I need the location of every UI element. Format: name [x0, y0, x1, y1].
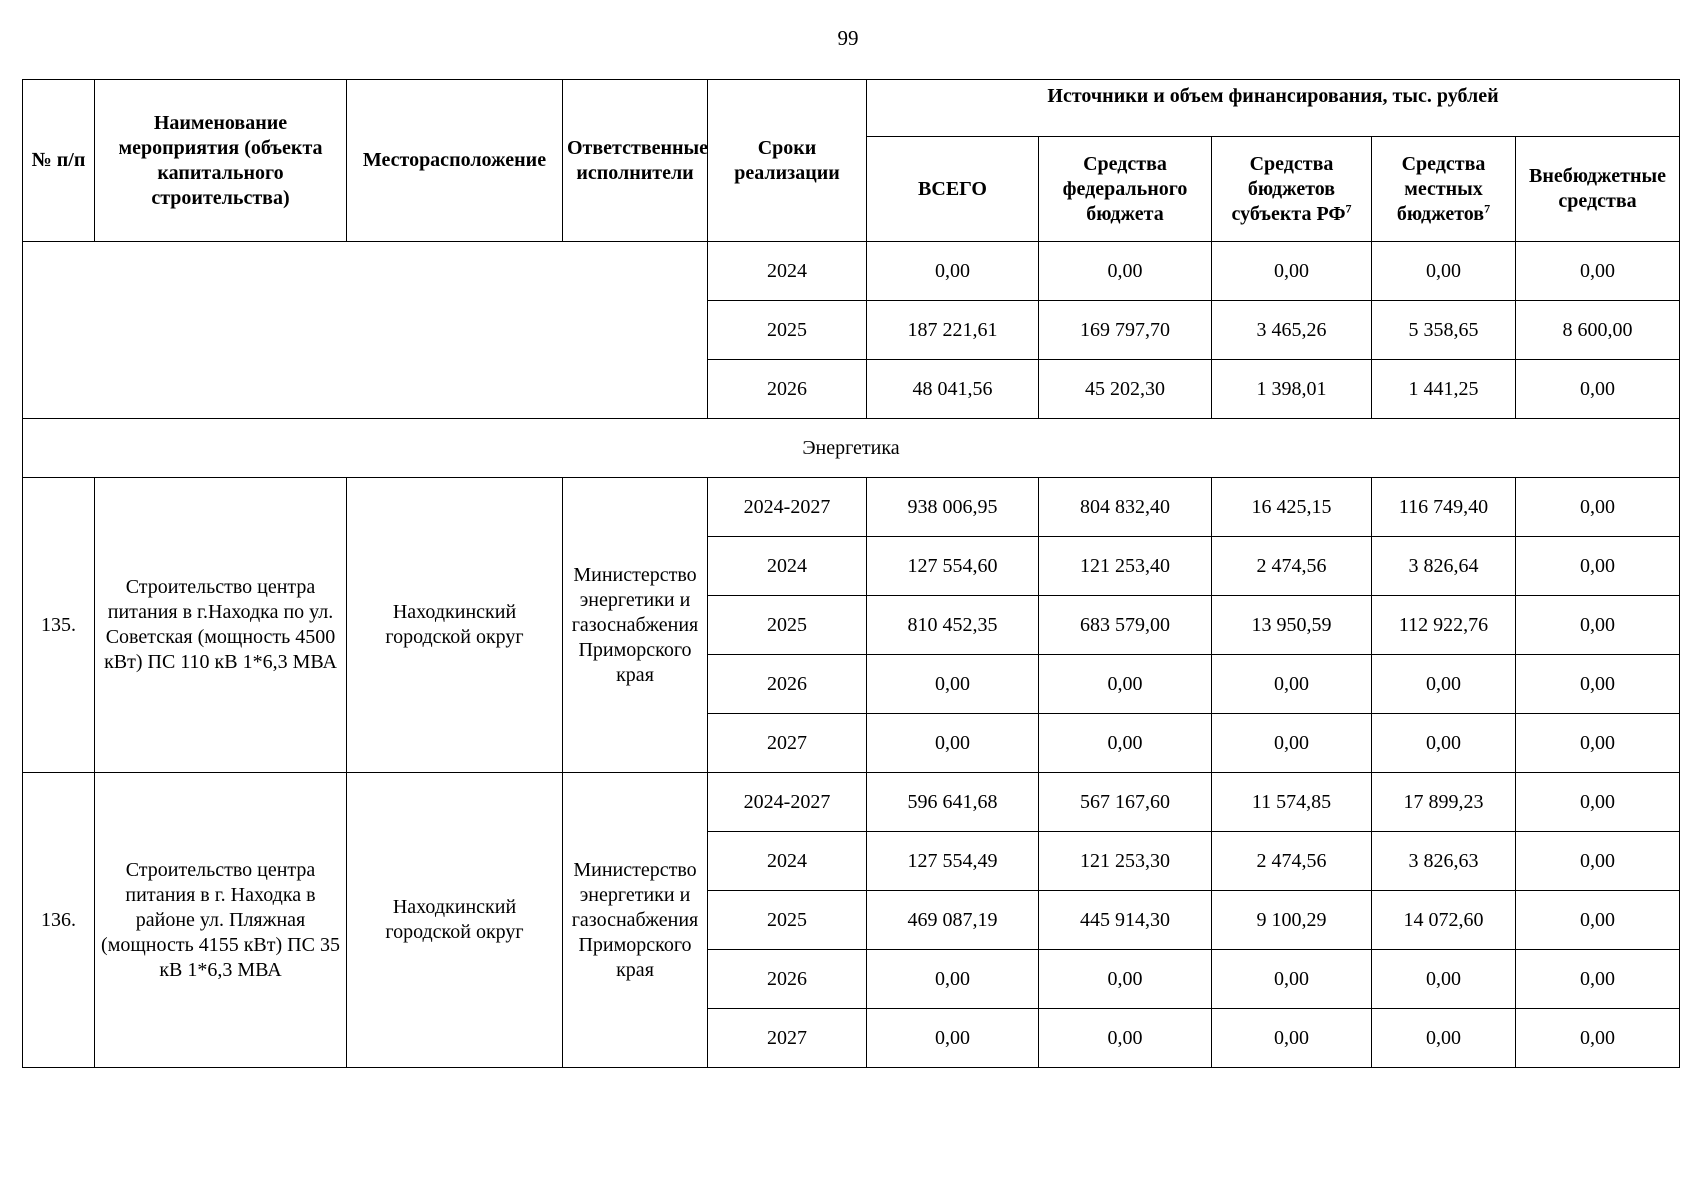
header-period: Сроки реализации: [708, 80, 867, 242]
year-cell: 2024: [708, 832, 867, 891]
year-cell: 2025: [708, 891, 867, 950]
project-location: Находкинский городской округ: [347, 478, 563, 773]
year-cell: 2024-2027: [708, 478, 867, 537]
regional-cell: 1 398,01: [1212, 360, 1372, 419]
section-title: Энергетика: [23, 419, 1680, 478]
table-row: [23, 478, 1680, 537]
extra-cell: 0,00: [1516, 655, 1680, 714]
local-cell: 0,00: [1372, 1009, 1516, 1068]
extra-cell: 0,00: [1516, 596, 1680, 655]
total-cell: 810 452,35: [867, 596, 1039, 655]
financing-table: [22, 79, 1680, 1068]
year-cell: 2024-2027: [708, 773, 867, 832]
local-cell: 3 826,63: [1372, 832, 1516, 891]
regional-cell: 16 425,15: [1212, 478, 1372, 537]
header-location: Месторасположение: [347, 80, 563, 242]
regional-cell: 0,00: [1212, 950, 1372, 1009]
total-cell: 938 006,95: [867, 478, 1039, 537]
extra-cell: 0,00: [1516, 478, 1680, 537]
local-cell: 0,00: [1372, 950, 1516, 1009]
year-cell: 2027: [708, 1009, 867, 1068]
extra-cell: 0,00: [1516, 714, 1680, 773]
project-responsible: Министерство энергетики и газоснабжения Приморского края: [563, 478, 708, 773]
project-location: Находкинский городской округ: [347, 773, 563, 1068]
total-cell: 127 554,60: [867, 537, 1039, 596]
year-cell: 2027: [708, 714, 867, 773]
total-cell: 0,00: [867, 950, 1039, 1009]
federal-cell: 804 832,40: [1039, 478, 1212, 537]
local-cell: 116 749,40: [1372, 478, 1516, 537]
local-cell: 0,00: [1372, 714, 1516, 773]
header-total: ВСЕГО: [867, 137, 1039, 242]
extra-cell: 0,00: [1516, 832, 1680, 891]
extra-cell: 0,00: [1516, 360, 1680, 419]
total-cell: 187 221,61: [867, 301, 1039, 360]
federal-cell: 121 253,40: [1039, 537, 1212, 596]
local-cell: 0,00: [1372, 655, 1516, 714]
total-cell: 127 554,49: [867, 832, 1039, 891]
regional-cell: 3 465,26: [1212, 301, 1372, 360]
regional-cell: 0,00: [1212, 242, 1372, 301]
total-cell: 469 087,19: [867, 891, 1039, 950]
local-cell: 17 899,23: [1372, 773, 1516, 832]
header-local-footnote: 7: [1484, 200, 1491, 215]
extra-cell: 0,00: [1516, 1009, 1680, 1068]
total-cell: 0,00: [867, 655, 1039, 714]
local-cell: 1 441,25: [1372, 360, 1516, 419]
federal-cell: 0,00: [1039, 242, 1212, 301]
federal-cell: 169 797,70: [1039, 301, 1212, 360]
local-cell: 0,00: [1372, 242, 1516, 301]
federal-cell: 683 579,00: [1039, 596, 1212, 655]
total-cell: 0,00: [867, 242, 1039, 301]
regional-cell: 9 100,29: [1212, 891, 1372, 950]
project-responsible: Министерство энергетики и газоснабжения Приморского края: [563, 773, 708, 1068]
header-name: Наименование мероприятия (объекта капитального строительства): [95, 80, 347, 242]
extra-cell: 8 600,00: [1516, 301, 1680, 360]
header-sources-title: Источники и объем финансирования, тыс. рублей: [867, 80, 1680, 137]
extra-cell: 0,00: [1516, 891, 1680, 950]
federal-cell: 0,00: [1039, 1009, 1212, 1068]
header-regional-footnote: 7: [1345, 200, 1352, 215]
year-cell: 2026: [708, 655, 867, 714]
project-num: 135.: [23, 478, 95, 773]
federal-cell: 445 914,30: [1039, 891, 1212, 950]
regional-cell: 2 474,56: [1212, 537, 1372, 596]
total-cell: 0,00: [867, 714, 1039, 773]
table-row: [23, 773, 1680, 832]
header-num: № п/п: [23, 80, 95, 242]
header-regional: [1212, 137, 1372, 242]
local-cell: 112 922,76: [1372, 596, 1516, 655]
year-cell: 2024: [708, 537, 867, 596]
regional-cell: 2 474,56: [1212, 832, 1372, 891]
federal-cell: 0,00: [1039, 655, 1212, 714]
table-row: [23, 242, 1680, 301]
project-num: 136.: [23, 773, 95, 1068]
regional-cell: 13 950,59: [1212, 596, 1372, 655]
header-federal: Средства федерального бюджета: [1039, 137, 1212, 242]
local-cell: 5 358,65: [1372, 301, 1516, 360]
regional-cell: 0,00: [1212, 1009, 1372, 1068]
local-cell: 14 072,60: [1372, 891, 1516, 950]
project-name: Строительство центра питания в г. Находка в районе ул. Пляжная (мощность 4155 кВт) ПС 35 кВ 1*6,3 МВА: [95, 773, 347, 1068]
federal-cell: 0,00: [1039, 714, 1212, 773]
extra-cell: 0,00: [1516, 242, 1680, 301]
section-row: [23, 419, 1680, 478]
year-cell: 2025: [708, 596, 867, 655]
local-cell: 3 826,64: [1372, 537, 1516, 596]
table-header: [23, 80, 1680, 242]
year-cell: 2024: [708, 242, 867, 301]
extra-cell: 0,00: [1516, 950, 1680, 1009]
regional-cell: 11 574,85: [1212, 773, 1372, 832]
year-cell: 2025: [708, 301, 867, 360]
header-local: [1372, 137, 1516, 242]
page-number: 99: [837, 26, 859, 50]
header-local-text: Средства местных бюджетов: [1396, 152, 1486, 225]
federal-cell: 45 202,30: [1039, 360, 1212, 419]
total-cell: 48 041,56: [867, 360, 1039, 419]
header-responsible: Ответственные исполнители: [563, 80, 708, 242]
federal-cell: 567 167,60: [1039, 773, 1212, 832]
federal-cell: 121 253,30: [1039, 832, 1212, 891]
carry-empty-cell: [23, 242, 708, 419]
regional-cell: 0,00: [1212, 714, 1372, 773]
project-name: Строительство центра питания в г.Находка по ул. Советская (мощность 4500 кВт) ПС 110 кВ 1*6,3 МВА: [95, 478, 347, 773]
year-cell: 2026: [708, 950, 867, 1009]
total-cell: 0,00: [867, 1009, 1039, 1068]
extra-cell: 0,00: [1516, 773, 1680, 832]
federal-cell: 0,00: [1039, 950, 1212, 1009]
year-cell: 2026: [708, 360, 867, 419]
header-extra: Внебюджетные средства: [1516, 137, 1680, 242]
total-cell: 596 641,68: [867, 773, 1039, 832]
regional-cell: 0,00: [1212, 655, 1372, 714]
header-regional-text: Средства бюджетов субъекта РФ: [1231, 152, 1346, 225]
extra-cell: 0,00: [1516, 537, 1680, 596]
